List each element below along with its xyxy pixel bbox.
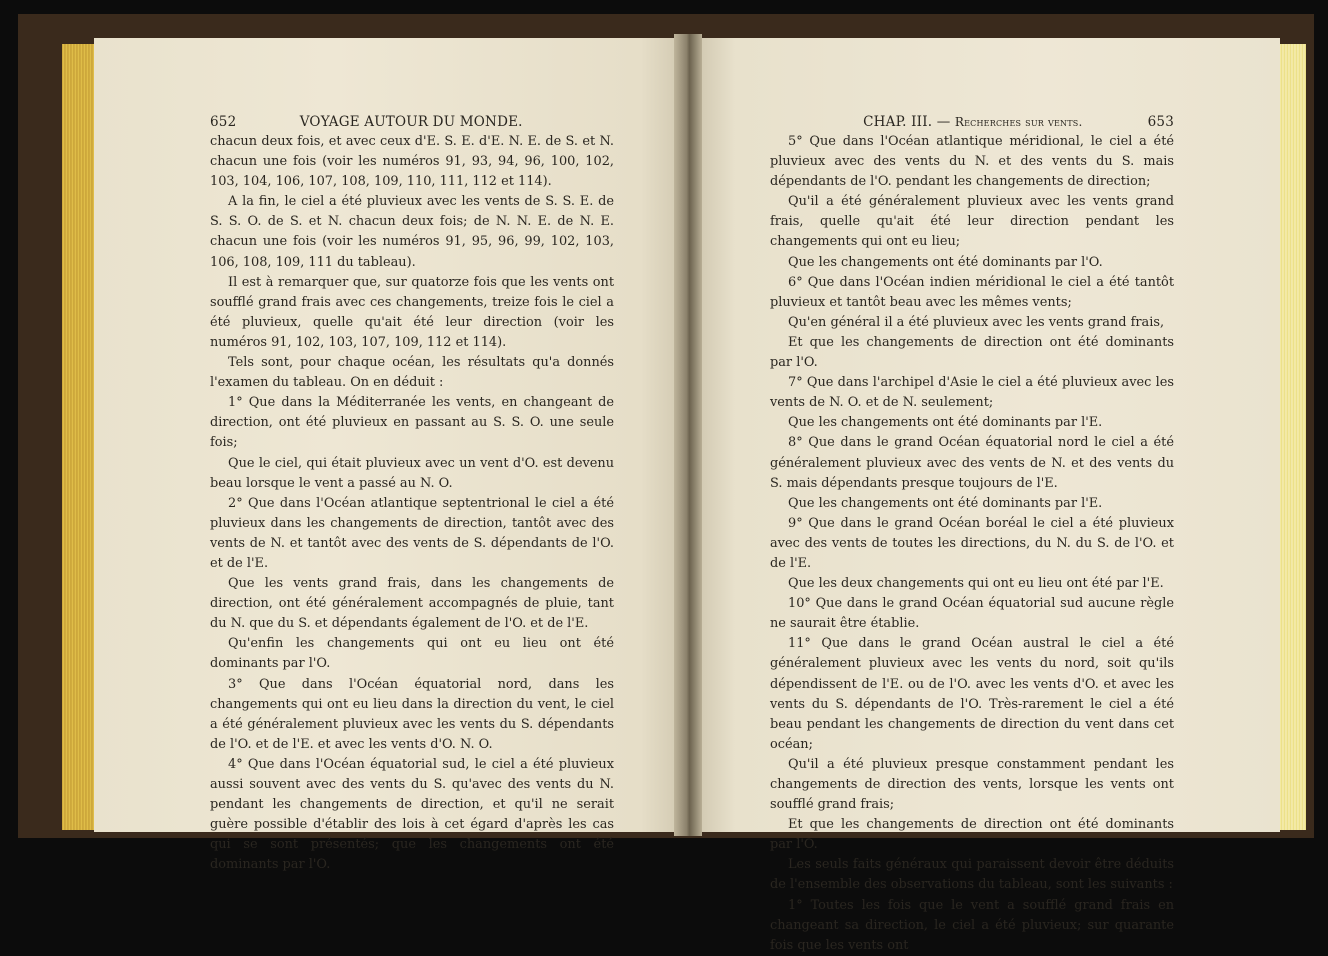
- paragraph: Que les vents grand frais, dans les changements de direction, ont été généralement accompagnés de pluie, tant du N. que du S. et dépendants également de l'O. et de l'E.: [210, 576, 614, 632]
- paragraph: 1° Que dans la Méditerranée les vents, en changeant de direction, ont été pluvieux en passant au S. S. O. une seule fois;: [210, 395, 614, 451]
- paragraph: 5° Que dans l'Océan atlantique méridional, le ciel a été pluvieux avec des vents du N. et des vents du S. mais dépendants de l'O. pendant les changements de direction;: [770, 134, 1174, 190]
- paragraph: 8° Que dans le grand Océan équatorial nord le ciel a été généralement pluvieux avec des vents de N. et des vents du S. mais dépendants presque toujours de l'E.: [770, 435, 1174, 491]
- open-book: [18, 14, 1314, 953]
- paragraph: chacun deux fois, et avec ceux d'E. S. E. d'E. N. E. de S. et N. chacun une fois (voir les numéros 91, 93, 94, 96, 100, 102, 103, 104, 106, 107, 108, 109, 110, 111, 112 et 114).: [210, 134, 614, 190]
- paragraph: Et que les changements de direction ont été dominants par l'O.: [770, 334, 1174, 371]
- paragraph: 10° Que dans le grand Océan équatorial sud aucune règle ne saurait être établie.: [770, 596, 1174, 632]
- left-page-edges: [62, 44, 96, 830]
- paragraph: Il est à remarquer que, sur quatorze fois que les vents ont soufflé grand frais avec ces changements, treize fois le ciel a été pluvieux, quelle qu'ait été leur direction (voir les numéros 91, 102, 103, 107, 109, 112 et 114).: [210, 274, 614, 350]
- paragraph: 11° Que dans le grand Océan austral le ciel a été généralement pluvieux avec les vents du nord, soit qu'ils dépendissent de l'E. ou de l'O. avec les vents d'O. et avec les vents du S. dépendants de l'O. Très-rarement le ciel a été beau pendant les changements de direction du vent dans cet océan;: [770, 636, 1174, 752]
- paragraph: Qu'il a été généralement pluvieux avec les vents grand frais, quelle qu'ait été leur direction pendant les changements qui ont eu lieu;: [770, 194, 1174, 250]
- paragraph: 3° Que dans l'Océan équatorial nord, dans les changements qui ont eu lieu dans la direction du vent, le ciel a été généralement pluvieux avec les vents du S. dépendants de l'O. et de l'E. et avec les vents d'O. N. O.: [210, 676, 614, 752]
- right-page-number: 653: [1147, 114, 1174, 130]
- paragraph: Que les deux changements qui ont eu lieu ont été par l'E.: [788, 576, 1164, 592]
- paragraph: 7° Que dans l'archipel d'Asie le ciel a été pluvieux avec les vents de N. O. et de N. seulement;: [770, 375, 1174, 411]
- book-gutter: [674, 34, 702, 836]
- right-running-title: [863, 112, 1082, 132]
- left-page-number: 652: [210, 114, 237, 130]
- right-page-edges: [1276, 44, 1306, 830]
- paragraph: 2° Que dans l'Océan atlantique septentrional le ciel a été pluvieux dans les changements de direction, tantôt avec des vents de N. et tantôt avec des vents de S. dépendants de l'O. et de l'E.: [210, 495, 614, 571]
- paragraph: Et que les changements de direction ont été dominants par l'O.: [770, 817, 1174, 853]
- paragraph: 9° Que dans le grand Océan boréal le ciel a été pluvieux avec des vents de toutes les directions, du N. du S. de l'O. et de l'E.: [770, 515, 1174, 571]
- paragraph: 4° Que dans l'Océan équatorial sud, le ciel a été pluvieux aussi souvent avec des vents du S. qu'avec des vents du N. pendant les changements de direction, et qu'il ne serait guère possible d'établir des lois à cet égard d'après les cas qui se sont présentés; que les changements ont été dominants par l'O.: [210, 756, 614, 873]
- paragraph: 6° Que dans l'Océan indien méridional le ciel a été tantôt pluvieux et tantôt beau avec les mêmes vents;: [770, 274, 1174, 310]
- left-page: [94, 38, 688, 873]
- right-text-block: [770, 112, 1174, 956]
- paragraph: Tels sont, pour chaque océan, les résultats qu'a donnés l'examen du tableau. On en déduit :: [210, 355, 614, 391]
- left-running-head: [210, 112, 614, 132]
- paragraph: Que le ciel, qui était pluvieux avec un vent d'O. est devenu beau lorsque le vent a passé au N. O.: [210, 455, 614, 491]
- paragraph: Que les changements ont été dominants par l'E.: [788, 415, 1103, 431]
- paragraph: A la fin, le ciel a été pluvieux avec les vents de S. S. E. de S. S. O. de S. et N. chacun deux fois; de N. N. E. de N. E. chacun une fois (voir les numéros 91, 95, 96, 99, 102, 103, 106, 108, 109, 111 du tableau).: [210, 194, 614, 270]
- paragraph: Qu'il a été pluvieux presque constamment pendant les changements de direction des vents, lorsque les vents ont soufflé grand frais;: [770, 756, 1174, 813]
- paragraph: Qu'enfin les changements qui ont eu lieu ont été dominants par l'O.: [210, 636, 614, 672]
- right-page: [688, 38, 1280, 953]
- paragraph: 1° Toutes les fois que le vent a soufflé grand frais en changeant sa direction, le ciel a été pluvieux; sur quarante fois que les vents ont: [770, 897, 1174, 953]
- paragraph: Que les changements ont été dominants par l'O.: [788, 254, 1103, 270]
- left-text-block: [210, 112, 614, 875]
- right-running-head: [770, 112, 1174, 132]
- left-running-title: VOYAGE AUTOUR DU MONDE.: [299, 114, 523, 130]
- paragraph: Qu'en général il a été pluvieux avec les vents grand frais,: [788, 314, 1165, 330]
- running-title-smallcaps: Recherches sur vents.: [954, 115, 1083, 129]
- paragraph: Que les changements ont été dominants par l'E.: [788, 495, 1103, 511]
- paragraph: Les seuls faits généraux qui paraissent devoir être déduits de l'ensemble des observations du tableau, sont les suivants :: [770, 857, 1174, 893]
- running-title-prefix: CHAP. III. —: [863, 114, 955, 130]
